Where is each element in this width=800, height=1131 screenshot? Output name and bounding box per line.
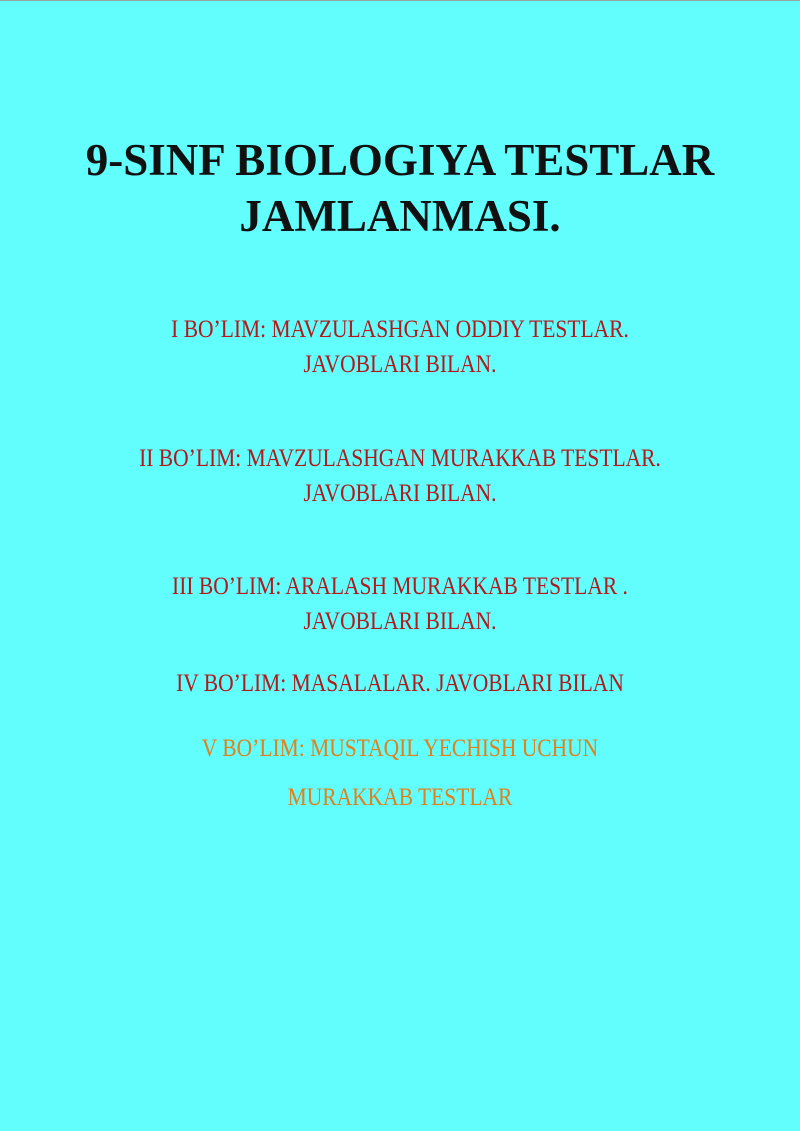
page-title-line-1: 9-SINF BIOLOGIYA TESTLAR: [85, 135, 715, 185]
section-2-heading: II BO’LIM: MAVZULASHGAN MURAKKAB TESTLAR.: [139, 445, 661, 472]
section-3-heading: III BO’LIM: ARALASH MURAKKAB TESTLAR .: [172, 573, 628, 600]
section-3-subheading: JAVOBLARI BILAN.: [303, 608, 497, 635]
section-5-subheading: MURAKKAB TESTLAR: [287, 784, 513, 811]
page-title-line-2: JAMLANMASI.: [239, 191, 561, 241]
section-1-heading: I BO’LIM: MAVZULASHGAN ODDIY TESTLAR.: [171, 316, 629, 343]
section-4-heading: IV BO’LIM: MASALALAR. JAVOBLARI BILAN: [176, 670, 624, 697]
section-5-heading: V BO’LIM: MUSTAQIL YECHISH UCHUN: [201, 735, 599, 762]
top-divider: [0, 0, 800, 1]
section-1-subheading: JAVOBLARI BILAN.: [303, 351, 497, 378]
section-2-subheading: JAVOBLARI BILAN.: [303, 480, 497, 507]
